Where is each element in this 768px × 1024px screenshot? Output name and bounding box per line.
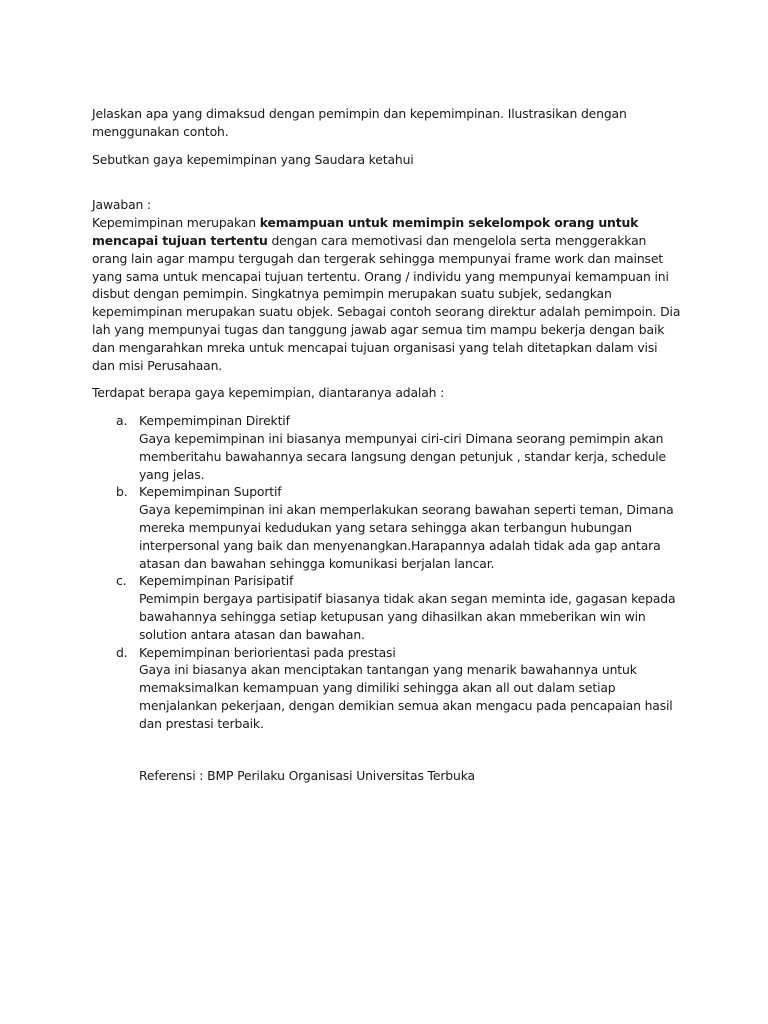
style-description: Gaya kepemimpinan ini akan memperlakukan seorang bawahan seperti teman, Dimana mereka mempunyai kedudukan yang setara sehingga akan terbangun hubungan interpersonal yang baik dan menyenangkan.Harapannya adalah tidak ada gap antara atasan dan bawahan sehingga komunikasi berjalan lancar.	[139, 502, 674, 571]
style-title: Kepemimpinan beriorientasi pada prestasi	[139, 644, 396, 660]
leadership-styles-list	[92, 412, 682, 732]
list-marker: b.	[116, 484, 128, 500]
style-description: Gaya ini biasanya akan menciptakan tantangan yang menarik bawahannya untuk memaksimalkan kemampuan yang dimiliki sehingga akan all out dalam setiap menjalankan pekerjaan, dengan demikian semua akan mengacu pada pencapaian hasil dan prestasi terbaik.	[139, 662, 673, 731]
style-title: Kepemimpinan Suportif	[139, 484, 282, 500]
list-item	[92, 412, 682, 483]
style-title: Kepemimpinan Parisipatif	[139, 573, 294, 589]
question-2: Sebutkan gaya kepemimpinan yang Saudara ketahui	[92, 151, 414, 167]
answer-intro-rest: dengan cara memotivasi dan mengelola serta menggerakkan orang lain agar mampu tergugah dan tergerak sehingga mempunyai frame work dan mainset yang sama untuk mencapai tujuan tertentu. Orang / individu yang mempunyai kemampuan ini disbut dengan pemimpin. Singkatnya pemimpin merupakan suatu subjek, sedangkan kepemimpinan merupakan suatu objek. Sebagai contoh seorang direktur adalah pemimpoin. Dia lah yang mempunyai tugas dan tanggung jawab agar semua tim mampu bekerja dengan baik dan mengarahkan mreka untuk mencapai tujuan organisasi yang telah ditetapkan dalam visi dan misi Perusahaan.	[92, 232, 681, 373]
answer-intro-paragraph	[92, 214, 682, 374]
answer-label: Jawaban :	[92, 197, 152, 213]
reference-note: Referensi : BMP Perilaku Organisasi Universitas Terbuka	[139, 767, 475, 783]
style-description: Gaya kepemimpinan ini biasanya mempunyai ciri-ciri Dimana seorang pemimpin akan memberitahu bawahannya secara langsung dengan petunjuk , standar kerja, schedule yang jelas.	[139, 430, 666, 482]
question-1: Jelaskan apa yang dimaksud dengan pemimpin dan kepemimpinan. Ilustrasikan dengan menggunakan contoh.	[92, 106, 627, 139]
list-marker: d.	[116, 644, 128, 660]
list-item	[92, 483, 682, 572]
list-item	[92, 644, 682, 733]
document-body	[92, 105, 682, 784]
style-description: Pemimpin bergaya partisipatif biasanya tidak akan segan meminta ide, gagasan kepada bawahannya sehingga setiap ketupusan yang dihasilkan akan mmeberikan win win solution antara atasan dan bawahan.	[139, 591, 676, 642]
answer-intro-start: Kepemimpinan merupakan	[92, 215, 260, 231]
styles-intro: Terdapat berapa gaya kepemimpian, diantaranya adalah :	[92, 385, 445, 401]
list-item	[92, 572, 682, 643]
list-marker: a.	[116, 413, 128, 429]
answer-intro-definition: kemampuan untuk memimpin sekelompok orang untuk mencapai tujuan tertentu	[92, 215, 639, 248]
style-title: Kempemimpinan Direktif	[139, 413, 290, 429]
list-marker: c.	[116, 573, 127, 589]
